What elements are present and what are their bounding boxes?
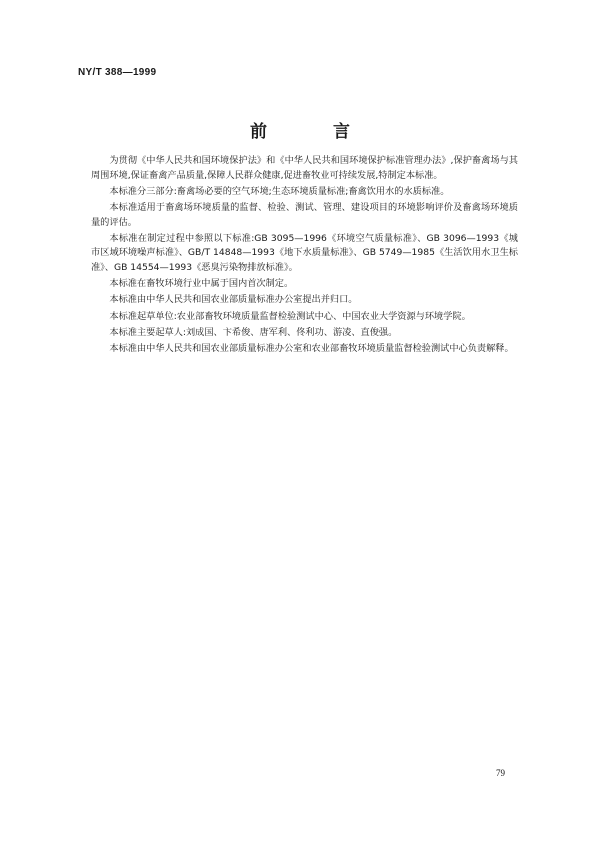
page-title: 前 言 bbox=[250, 122, 380, 142]
paragraph-drafting-units: 本标准起草单位:农业部畜牧环境质量监督检验测试中心、中国农业大学资源与环境学院。 bbox=[109, 310, 471, 322]
paragraph-proposer: 本标准由中华人民共和国农业部质量标准办公室提出并归口。 bbox=[109, 294, 358, 306]
foreword-body bbox=[91, 154, 518, 358]
paragraph-references: 本标准在制定过程中参照以下标准:GB 3095—1996《环境空气质量标准》、GB 3096—1993《城市区域环境噪声标准》、GB/T 14848—1993《地下水质量标准》、GB 5749—1985《生活饮用水卫生标准》、GB 14554—1993《恶臭污染物排放标准》。 bbox=[91, 232, 518, 273]
paragraph-drafters: 本标准主要起草人:刘成国、卞希俊、唐军利、佟利功、游凌、直俊强。 bbox=[109, 326, 398, 338]
paragraph-structure: 本标准分三部分:畜禽场必要的空气环境;生态环境质量标准;畜禽饮用水的水质标准。 bbox=[109, 185, 450, 197]
page-number: 79 bbox=[496, 768, 505, 778]
paragraph-first-issue: 本标准在畜牧环境行业中属于国内首次制定。 bbox=[109, 278, 294, 290]
paragraph-interpretation: 本标准由中华人民共和国农业部质量标准办公室和农业部畜牧环境质量监督检验测试中心负责解释。 bbox=[109, 342, 514, 354]
document-code: NY/T 388—1999 bbox=[78, 67, 157, 78]
paragraph-scope: 本标准适用于畜禽场环境质量的监督、检验、测试、管理、建设项目的环境影响评价及畜禽场环境质量的评估。 bbox=[91, 201, 518, 228]
paragraph-purpose: 为贯彻《中华人民共和国环境保护法》和《中华人民共和国环境保护标准管理办法》,保护畜禽场与其周围环境,保证畜禽产品质量,保障人民群众健康,促进畜牧业可持续发展,特制定本标准。 bbox=[91, 155, 518, 181]
